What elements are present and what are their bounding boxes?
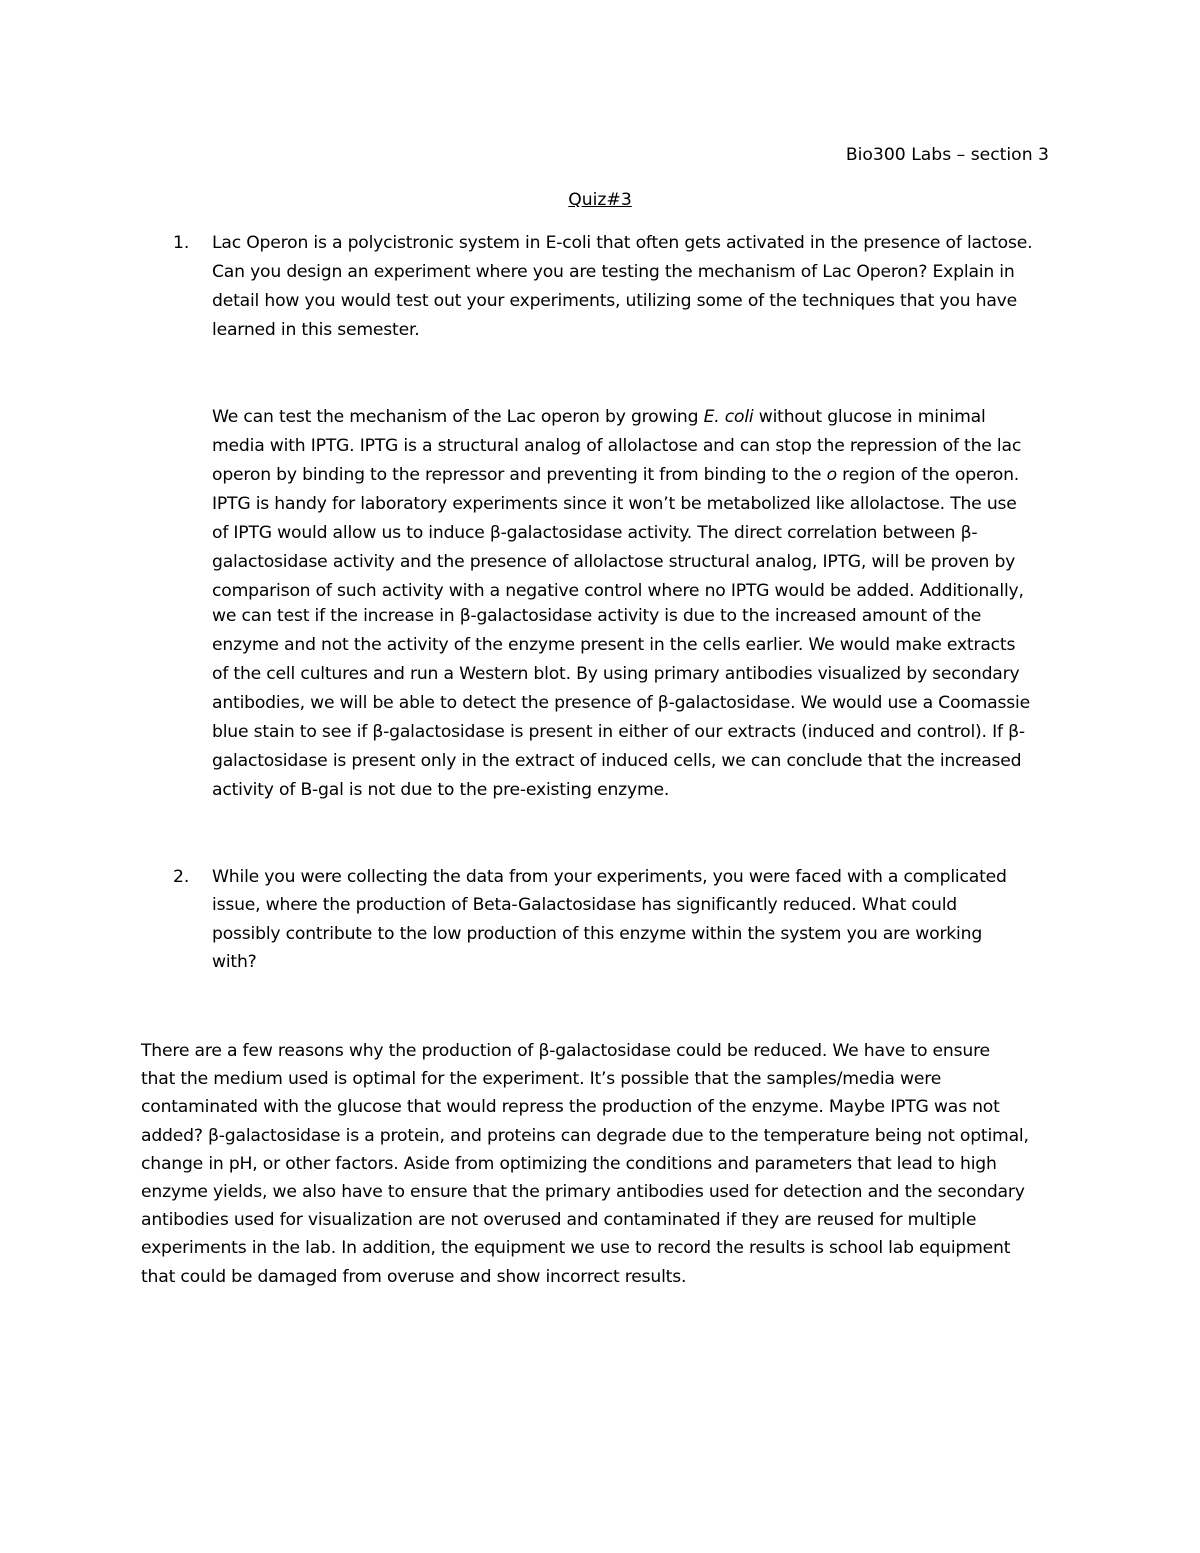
course-header: Bio300 Labs – section 3 (845, 145, 1049, 165)
answer-1-line: galactosidase activity and the presence of allolactose structural analog, IPTG, will be proven by (212, 552, 1016, 572)
answer-1-line: operon by binding to the repressor and preventing it from binding to the o region of the operon. (212, 465, 1020, 485)
answer-2-line: experiments in the lab. In addition, the equipment we use to record the results is school lab equipment (141, 1238, 1011, 1258)
answer-2-line: that the medium used is optimal for the experiment. It’s possible that the samples/media were (141, 1069, 942, 1089)
operator-region-italic: o (826, 465, 837, 485)
answer-1-line: media with IPTG. IPTG is a structural analog of allolactose and can stop the repression of the lac (212, 436, 1022, 456)
answer-1-line: blue stain to see if β-galactosidase is present in either of our extracts (induced and control). If β- (212, 722, 1025, 742)
question-1-line: Lac Operon is a polycistronic system in E-coli that often gets activated in the presence of lactose. (212, 233, 1033, 253)
answer-2-line: contaminated with the glucose that would repress the production of the enzyme. Maybe IPTG was not (141, 1097, 1000, 1117)
answer-1-line: enzyme and not the activity of the enzyme present in the cells earlier. We would make extracts (212, 635, 1016, 655)
question-2-line: While you were collecting the data from your experiments, you were faced with a complicated (212, 867, 1007, 887)
answer-1-line: of IPTG would allow us to induce β-galactosidase activity. The direct correlation between β- (212, 523, 978, 543)
question-2-line: possibly contribute to the low production of this enzyme within the system you are working (212, 924, 983, 944)
question-2-number: 2. (173, 867, 190, 887)
answer-1-line: We can test the mechanism of the Lac operon by growing E. coli without glucose in minimal (212, 407, 986, 427)
answer-2-line: antibodies used for visualization are not overused and contaminated if they are reused for multiple (141, 1210, 977, 1230)
species-name-italic: E. coli (703, 407, 754, 427)
answer-2-line: that could be damaged from overuse and show incorrect results. (141, 1267, 687, 1287)
question-2-line: with? (212, 952, 257, 972)
answer-2-line: change in pH, or other factors. Aside from optimizing the conditions and parameters that lead to high (141, 1154, 997, 1174)
answer-1-line: we can test if the increase in β-galactosidase activity is due to the increased amount of the (212, 606, 982, 626)
question-1-number: 1. (173, 233, 190, 253)
question-1-line: detail how you would test out your experiments, utilizing some of the techniques that you have (212, 291, 1018, 311)
answer-1-line: activity of B-gal is not due to the pre-existing enzyme. (212, 780, 670, 800)
answer-1-line: comparison of such activity with a negative control where no IPTG would be added. Additionally, (212, 581, 1024, 601)
question-1-line: learned in this semester. (212, 320, 420, 340)
question-2-line: issue, where the production of Beta-Galactosidase has significantly reduced. What could (212, 895, 957, 915)
answer-2-line: There are a few reasons why the production of β-galactosidase could be reduced. We have to ensure (141, 1041, 990, 1061)
answer-1-line: antibodies, we will be able to detect the presence of β-galactosidase. We would use a Coomassie (212, 693, 1030, 713)
answer-1-line: IPTG is handy for laboratory experiments since it won’t be metabolized like allolactose. The use (212, 494, 1017, 514)
quiz-title: Quiz#3 (568, 190, 632, 210)
answer-2-line: enzyme yields, we also have to ensure that the primary antibodies used for detection and the secondary (141, 1182, 1025, 1202)
question-1-line: Can you design an experiment where you are testing the mechanism of Lac Operon? Explain in (212, 262, 1015, 282)
answer-2-line: added? β-galactosidase is a protein, and proteins can degrade due to the temperature being not optimal, (141, 1126, 1029, 1146)
answer-1-line: of the cell cultures and run a Western blot. By using primary antibodies visualized by secondary (212, 664, 1020, 684)
answer-1-line: galactosidase is present only in the extract of induced cells, we can conclude that the increased (212, 751, 1022, 771)
